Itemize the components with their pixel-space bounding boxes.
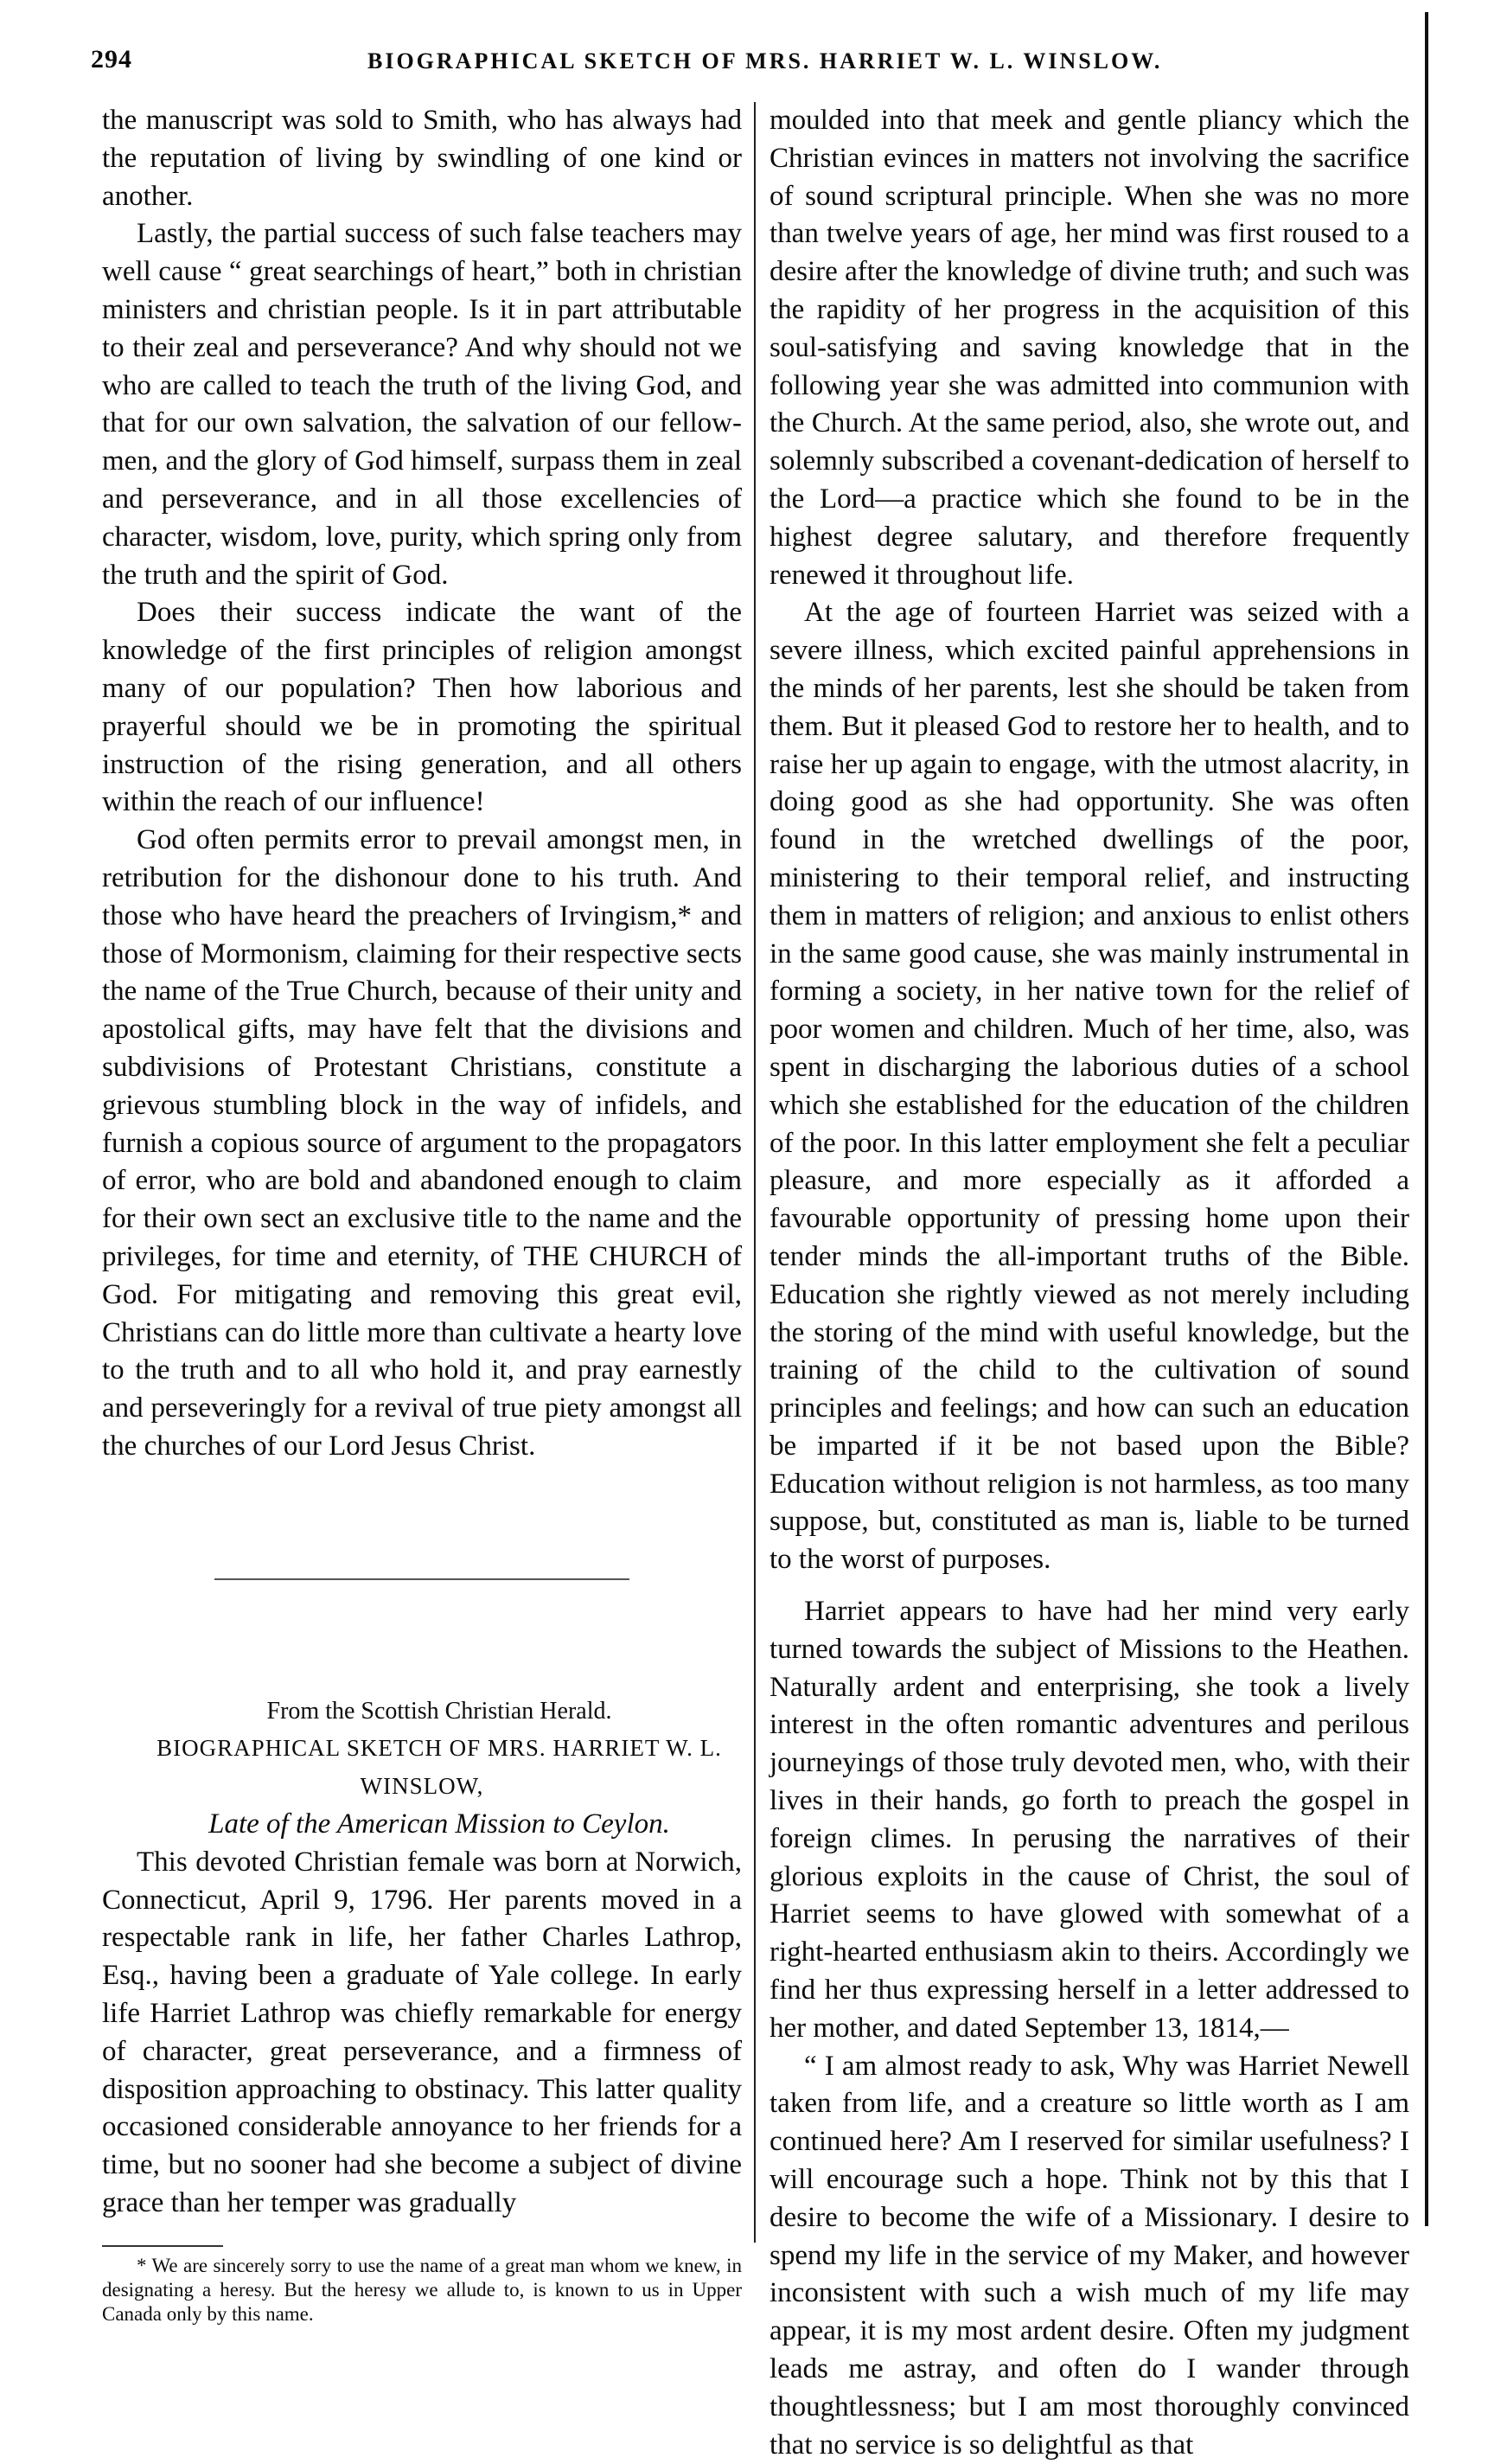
- paragraph: God often permits error to prevail amongst men, in retribution for the dishonour done to his truth. And those who have heard the preachers of Irvingism,* and those of Mormonism, claiming for their respective sects the name of the True Church, because of their unity and apostolical gifts, may have felt that the divisions and subdivisions of Protestant Christians, constitute a grievous stumbling block in the way of infidels, and furnish a copious source of argument to the propagators of error, who are bold and abandoned enough to claim for their own sect an exclusive title to the name and the privileges, for time and eternity, of THE CHURCH of God. For mitigating and removing this great evil, Christians can do little more than cultivate a hearty love to the truth and to all who hold it, and pray earnestly and perseveringly for a revival of true piety amongst all the churches of our Lord Jesus Christ.: [102, 824, 742, 1462]
- paragraph: Does their success indicate the want of the knowledge of the first principles of religion amongst many of our population? Then how laborious and prayerful should we be in promoting the spiritual instruction of the rising generation, and all others within the reach of our influence!: [102, 597, 742, 818]
- paragraph: Lastly, the partial success of such false teachers may well cause “ great searchings of heart,” both in christian ministers and christian people. Is it in part attributable to their zeal and perseverance? And why should not we who are called to teach the truth of the living God, and that for our own salvation, the salvation of our fellow-men, and the glory of God himself, surpass them in zeal and perseverance, and in all those excellencies of character, wisdom, love, purity, which spring only from the truth and the spirit of God.: [102, 218, 742, 591]
- footnote: * We are sincerely sorry to use the name of a great man whom we knew, in designating a heresy. But the heresy we allude to, is known to us in Upper Canada only by this name.: [102, 2254, 742, 2325]
- footnote-rule: [102, 2245, 223, 2247]
- section-separator: [214, 1578, 629, 1580]
- letter-quote: “ I am almost ready to ask, Why was Harriet Newell taken from life, and a creature so little worth as I am continued here? Am I reserved for similar usefulness? I will encourage such a hope. Think not by this that I desire to become the wife of a Missionary. I desire to spend my life in the service of my Maker, and however inconsistent with such a wish much of my life may appear, it is my most ardent desire. Often my judgment leads me astray, and often do I wander through thoughtlessness; but I am most thoroughly convinced that no service is so delightful as that: [770, 2050, 1409, 2461]
- column-divider: [754, 102, 756, 2243]
- paragraph: the manuscript was sold to Smith, who has always had the reputation of living by swindling of one kind or another.: [102, 105, 742, 212]
- right-column: [770, 102, 1409, 2464]
- article-subtitle: Late of the American Mission to Ceylon.: [208, 1808, 670, 1840]
- page-number: 294: [91, 45, 132, 74]
- article-title: BIOGRAPHICAL SKETCH OF MRS. HARRIET W. L. WINSLOW,: [156, 1735, 722, 1800]
- paragraph: moulded into that meek and gentle pliancy which the Christian evinces in matters not involving the sacrifice of sound scriptural principle. When she was no more than twelve years of age, her mind was first roused to a desire after the knowledge of divine truth; and such was the rapidity of her progress in the acquisition of this soul-satisfying and saving knowledge that in the following year she was admitted into communion with the Church. At the same period, also, she wrote out, and solemnly subscribed a covenant-dedication of herself to the Lord—a practice which she found to be in the highest degree salutary, and therefore frequently renewed it throughout life.: [770, 105, 1409, 591]
- page-edge-rule: [1425, 12, 1428, 2226]
- article-paragraph: This devoted Christian female was born at Norwich, Connecticut, April 9, 1796. Her parents moved in a respectable rank in life, her father Charles Lathrop, Esq., having been a graduate of Yale college. In early life Harriet Lathrop was chiefly remarkable for energy of character, great perseverance, and a firmness of disposition approaching to obstinacy. This latter quality occasioned considerable annoyance to her friends for a time, but no sooner had she become a subject of divine grace than her temper was gradually: [102, 1846, 742, 2219]
- paragraph: At the age of fourteen Harriet was seized with a severe illness, which excited painful apprehensions in the minds of her parents, lest she should be taken from them. But it pleased God to restore her to health, and to raise her up again to engage, with the utmost alacrity, in doing good as she had opportunity. She was often found in the wretched dwellings of the poor, ministering to their temporal relief, and instructing them in matters of religion; and anxious to enlist others in the same good cause, she was mainly instrumental in forming a society, in her native town for the relief of poor women and children. Much of her time, also, was spent in discharging the laborious duties of a school which she established for the education of the children of the poor. In this latter employment she felt a peculiar pleasure, and more especially as it afforded a favourable opportunity of pressing home upon their tender minds the all-important truths of the Bible. Education she rightly viewed as not merely including the storing of the mind with useful knowledge, but the training of the child to the cultivation of sound principles and feelings; and how can such an education be imparted if it be not based upon the Bible? Education without religion is not harmless, as too many suppose, but, constituted as man is, liable to be turned to the worst of purposes.: [770, 597, 1409, 1576]
- left-column: [102, 102, 742, 2326]
- paragraph: Harriet appears to have had her mind very early turned towards the subject of Missions to the Heathen. Naturally ardent and enterprising, she took a lively interest in the often romantic adventures and perilous journeyings of those truly devoted men, who, with their lives in their hands, go forth to preach the gospel in foreign climes. In perusing the narratives of their glorious exploits in the cause of Christ, the soul of Harriet seems to have glowed with somewhat of a right-hearted enthusiasm akin to theirs. Accordingly we find her thus expressing herself in a letter addressed to her mother, and dated September 13, 1814,—: [770, 1596, 1409, 2044]
- running-title: BIOGRAPHICAL SKETCH OF MRS. HARRIET W. L. WINSLOW.: [367, 48, 1163, 74]
- page-header: [91, 43, 1396, 86]
- article-source: From the Scottish Christian Herald.: [266, 1697, 612, 1725]
